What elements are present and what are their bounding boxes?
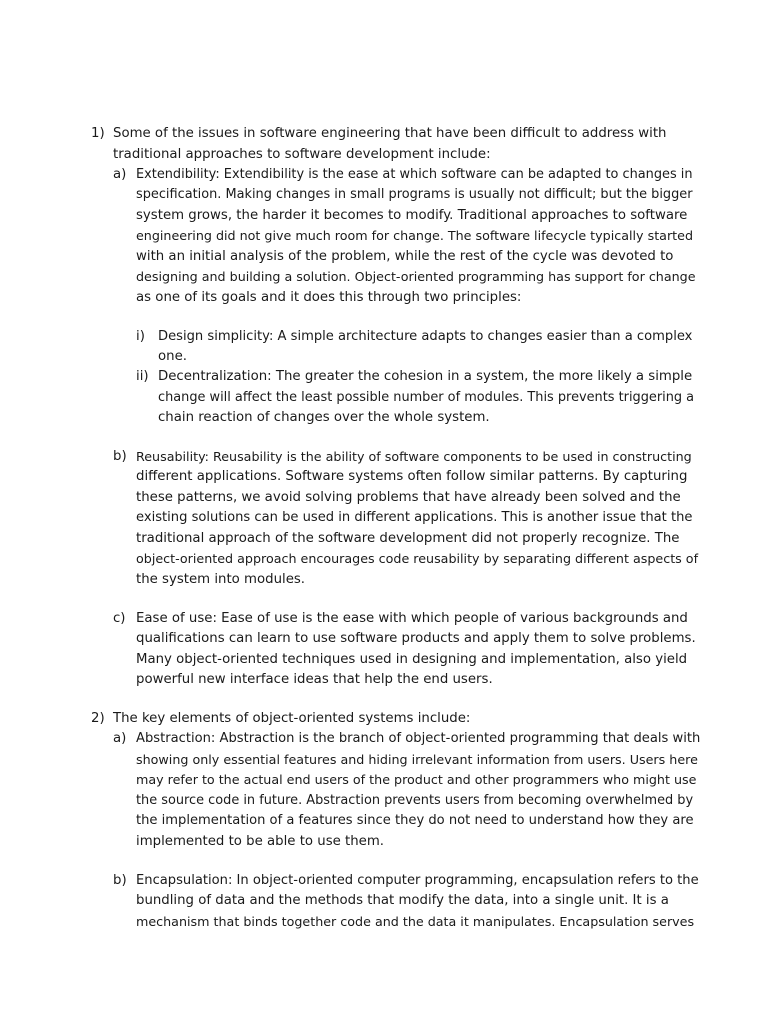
item-1a-ii-line-3: chain reaction of changes over the whole system. (158, 410, 490, 425)
item-1-marker: 1) (91, 126, 105, 141)
item-1b-line-5: traditional approach of the software development did not properly recognize. The (136, 531, 680, 546)
item-1a-line-7: as one of its goals and it does this through two principles: (136, 290, 522, 305)
item-2-line-1: The key elements of object-oriented systems include: (113, 711, 471, 726)
item-1c-line-4: powerful new interface ideas that help the end users. (136, 672, 493, 687)
item-1c-marker: c) (113, 611, 126, 626)
item-2a-line-3: may refer to the actual end users of the product and other programmers who might use (136, 772, 697, 787)
item-1a-line-5: with an initial analysis of the problem, while the rest of the cycle was devoted to (136, 249, 674, 264)
item-2a-line-2: showing only essential features and hiding irrelevant information from users. Users here (136, 752, 698, 767)
item-1a-i-line-2: one. (158, 349, 187, 364)
item-1a-marker: a) (113, 167, 127, 182)
item-1a-line-1: Extendibility: Extendibility is the ease at which software can be adapted to changes in (136, 167, 693, 182)
item-2b-line-1: Encapsulation: In object-oriented computer programming, encapsulation refers to the (136, 873, 699, 888)
item-2a-marker: a) (113, 731, 127, 746)
item-1a-ii-marker: ii) (136, 369, 149, 384)
item-1b-line-1: Reusability: Reusability is the ability of software components to be used in constructing (136, 449, 692, 464)
item-1b-line-7: the system into modules. (136, 572, 306, 587)
item-1c-line-3: Many object-oriented techniques used in designing and implementation, also yield (136, 652, 688, 667)
item-1a-line-6: designing and building a solution. Object-oriented programming has support for change (136, 269, 696, 284)
item-2a-line-1: Abstraction: Abstraction is the branch of object-oriented programming that deals with (136, 731, 701, 746)
item-1-line-2: traditional approaches to software development include: (113, 147, 491, 162)
item-1c-line-2: qualifications can learn to use software products and apply them to solve problems. (136, 631, 696, 646)
item-2-marker: 2) (91, 711, 105, 726)
item-2b-line-2: bundling of data and the methods that modify the data, into a single unit. It is a (136, 893, 669, 908)
item-1a-i-marker: i) (136, 329, 145, 344)
item-1a-i-line-1: Design simplicity: A simple architecture adapts to changes easier than a complex (158, 329, 693, 344)
item-1a-ii-line-1: Decentralization: The greater the cohesion in a system, the more likely a simple (158, 369, 693, 384)
item-2a-line-4: the source code in future. Abstraction prevents users from becoming overwhelmed by (136, 793, 694, 808)
item-2a-line-6: implemented to be able to use them. (136, 834, 385, 849)
item-1b-marker: b) (113, 449, 127, 464)
item-1a-line-4: engineering did not give much room for change. The software lifecycle typically started (136, 228, 693, 243)
item-1b-line-3: these patterns, we avoid solving problems that have already been solved and the (136, 490, 681, 505)
item-1b-line-4: existing solutions can be used in different applications. This is another issue that the (136, 510, 693, 525)
item-2b-line-3: mechanism that binds together code and the data it manipulates. Encapsulation serves (136, 914, 695, 929)
item-1b-line-6: object-oriented approach encourages code reusability by separating different aspects of (136, 551, 699, 566)
item-1a-line-3: system grows, the harder it becomes to modify. Traditional approaches to software (136, 208, 688, 223)
item-1-line-1: Some of the issues in software engineering that have been difficult to address with (113, 126, 667, 141)
item-2a-line-5: the implementation of a features since they do not need to understand how they are (136, 813, 694, 828)
item-1c-line-1: Ease of use: Ease of use is the ease with which people of various backgrounds and (136, 611, 688, 626)
item-1b-line-2: different applications. Software systems often follow similar patterns. By capturing (136, 469, 688, 484)
item-1a-ii-line-2: change will affect the least possible number of modules. This prevents triggering a (158, 390, 695, 405)
item-2b-marker: b) (113, 873, 127, 888)
item-1a-line-2: specification. Making changes in small programs is usually not difficult; but the bigger (136, 187, 693, 202)
